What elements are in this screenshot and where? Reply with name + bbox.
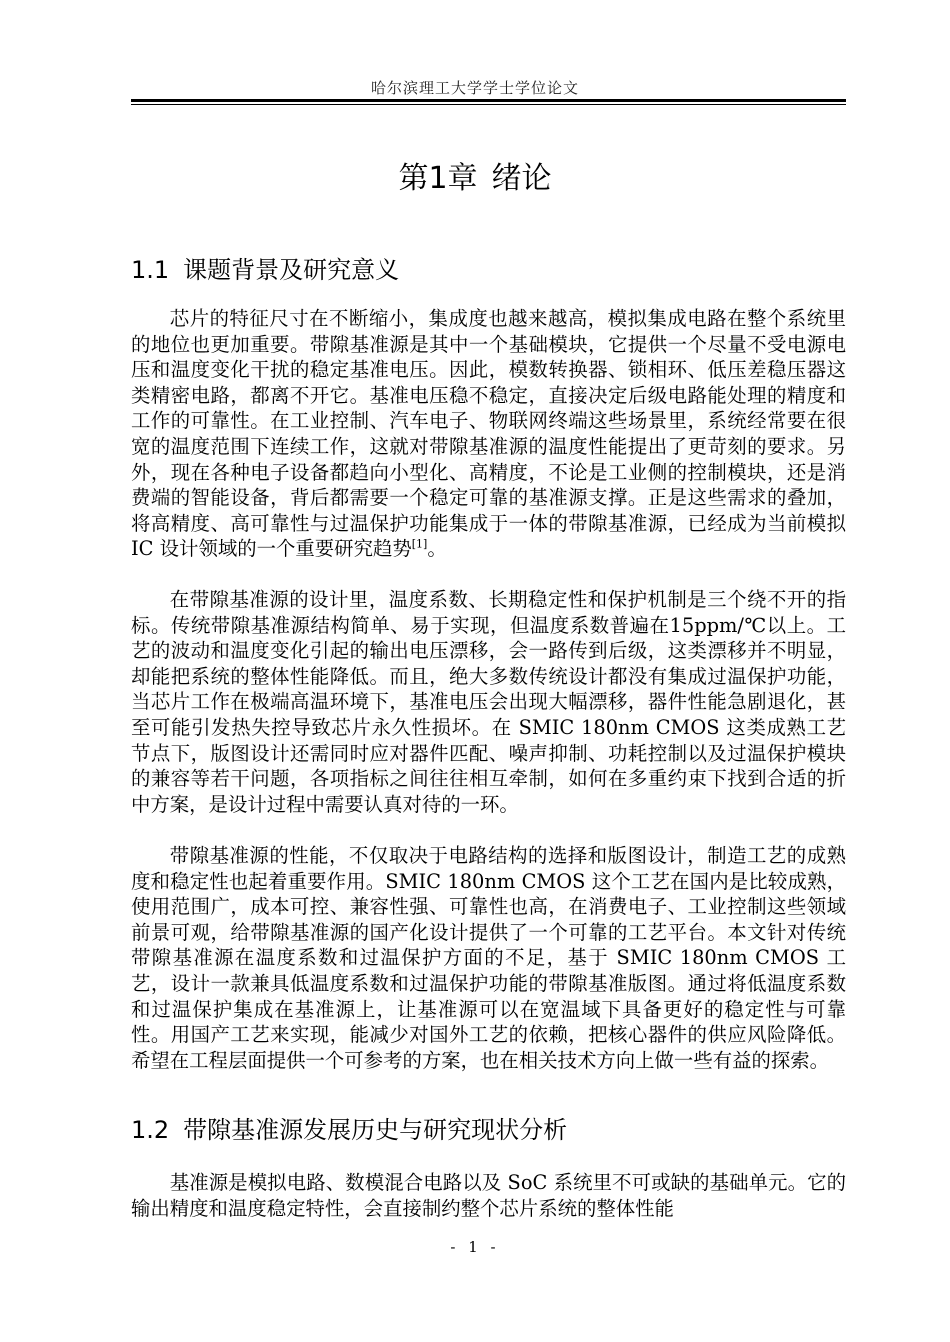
citation-ref: [1] [411, 537, 428, 551]
section-heading-1-1 [131, 250, 399, 285]
paragraph-text: 带隙基准源的性能，不仅取决于电路结构的选择和版图设计，制造工艺的成熟度和稳定性也起着重要作用。SMIC 180nm CMOS 这个工艺在国内是比较成熟，使用范围广，成本可控、兼容性强、可靠性也高，在消费电子、工业控制这些领域前景可观，给带隙基准源的国产化设计提供了一个可靠的工艺平台。本文针对传统带隙基准源在温度系数和过温保护方面的不足，基于 SMIC 180nm CMOS 工艺，设计一款兼具低温度系数和过温保护功能的带隙基准版图。通过将低温度系数和过温保护集成在基准源上，让基准源可以在宽温域下具备更好的稳定性与可靠性。用国产工艺来实现，能减少对国外工艺的依赖，把核心器件的供应风险降低。希望在工程层面提供一个可参考的方案，也在相关技术方向上做一些有益的探索。 [131, 844, 846, 1072]
paragraph-design-challenges [131, 587, 846, 817]
paragraph-end: 。 [427, 537, 447, 561]
paragraph-text: 在带隙基准源的设计里，温度系数、长期稳定性和保护机制是三个绕不开的指标。传统带隙基准源结构简单、易于实现，但温度系数普遍在15ppm/℃以上。工艺的波动和温度变化引起的输出电压漂移，会一路传到后级，这类漂移并不明显，却能把系统的整体性能降低。而且，绝大多数传统设计都没有集成过温保护功能，当芯片工作在极端高温环境下，基准电压会出现大幅漂移，器件性能急剧退化，甚至可能引发热失控导致芯片永久性损坏。在 SMIC 180nm CMOS 这类成熟工艺节点下，版图设计还需同时应对器件匹配、噪声抑制、功耗控制以及过温保护模块的兼容等若干问题，各项指标之间往往相互牵制，如何在多重约束下找到合适的折中方案，是设计过程中需要认真对待的一环。 [131, 588, 846, 816]
header-rule-thin [131, 104, 846, 105]
section-number: 1.1 [131, 256, 170, 284]
chapter-name: 绪论 [491, 161, 552, 196]
paragraph-reference-intro [131, 1170, 846, 1221]
header-rule-thick [131, 99, 846, 102]
chapter-title [0, 153, 950, 197]
section-number: 1.2 [131, 1116, 170, 1144]
page-number: - 1 - [450, 1238, 500, 1256]
section-title: 课题背景及研究意义 [183, 256, 400, 284]
paragraph-background [131, 306, 846, 562]
paragraph-text: 芯片的特征尺寸在不断缩小，集成度也越来越高，模拟集成电路在整个系统里的地位也更加重要。带隙基准源是其中一个基础模块，它提供一个尽量不受电源电压和温度变化干扰的稳定基准电压。因此，模数转换器、锁相环、低压差稳压器这类精密电路，都离不开它。基准电压稳不稳定，直接决定后级电路能处理的精度和工作的可靠性。在工业控制、汽车电子、物联网终端这些场景里，系统经常要在很宽的温度范围下连续工作，这就对带隙基准源的温度性能提出了更苛刻的要求。另外，现在各种电子设备都趋向小型化、高精度，不论是工业侧的控制模块，还是消费端的智能设备，背后都需要一个稳定可靠的基准源支撑。正是这些需求的叠加，将高精度、高可靠性与过温保护功能集成于一体的带隙基准源，已经成为当前模拟 IC 设计领域的一个重要研究趋势 [131, 307, 846, 561]
chapter-number: 第1章 [398, 161, 478, 196]
section-heading-1-2 [131, 1110, 567, 1145]
section-title: 带隙基准源发展历史与研究现状分析 [183, 1116, 568, 1144]
paragraph-text: 基准源是模拟电路、数模混合电路以及 SoC 系统里不可或缺的基础单元。它的输出精度和温度稳定特性，会直接制约整个芯片系统的整体性能 [131, 1171, 846, 1220]
running-header: 哈尔滨理工大学学士学位论文 [370, 79, 579, 97]
paragraph-process [131, 843, 846, 1073]
